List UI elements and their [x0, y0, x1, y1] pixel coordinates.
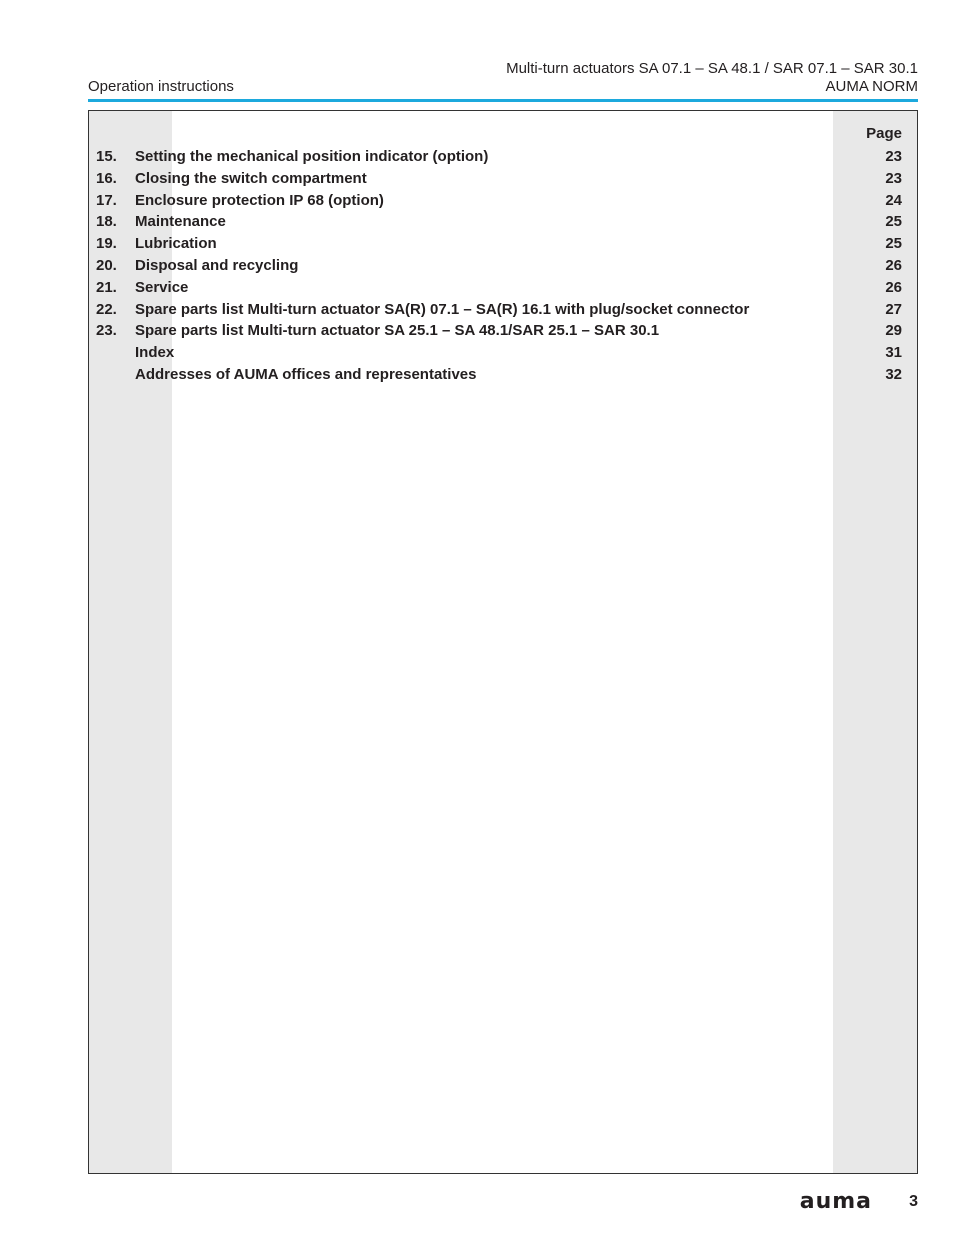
document-type-label: Operation instructions — [88, 78, 234, 95]
toc-entry-title: Closing the switch compartment — [135, 169, 367, 187]
product-line-name: AUMA NORM — [825, 78, 918, 95]
toc-entry-page: 27 — [885, 300, 902, 318]
toc-entry-title: Setting the mechanical position indicator (option) — [135, 148, 489, 165]
toc-entry-number: 22. — [96, 300, 117, 318]
toc-entry-title: Index — [135, 344, 175, 362]
toc-entry[interactable] — [89, 299, 917, 321]
page-column-heading: Page — [866, 125, 902, 142]
toc-entry-title: Maintenance — [135, 213, 226, 231]
toc-entry-page: 26 — [885, 278, 902, 296]
toc-entry-page: 25 — [885, 213, 902, 231]
auma-logo: auma — [799, 1189, 872, 1214]
toc-entry-title: Lubrication — [135, 235, 217, 253]
toc-entry-title: Service — [135, 278, 189, 296]
toc-entry[interactable] — [89, 168, 917, 190]
toc-entry-title: Disposal and recycling — [135, 256, 299, 274]
toc-entry-number: 16. — [96, 169, 117, 187]
toc-entry-page: 25 — [885, 235, 902, 253]
toc-entry-page: 24 — [885, 191, 902, 209]
toc-entry-number: 20. — [96, 256, 117, 274]
toc-entry[interactable] — [89, 146, 917, 168]
toc-entry-title: Spare parts list Multi-turn actuator SA 25.1 – SA 48.1/SAR 25.1 – SAR 30.1 — [135, 322, 660, 340]
toc-entry-page: 29 — [885, 322, 902, 340]
toc-entry[interactable] — [89, 320, 917, 342]
toc-entry-number: 23. — [96, 322, 117, 340]
toc-entry[interactable] — [89, 342, 917, 364]
toc-entry-title: Enclosure protection IP 68 (option) — [135, 191, 384, 209]
toc-entry-page: 23 — [885, 148, 902, 165]
page-number: 3 — [909, 1193, 918, 1210]
toc-entry[interactable] — [89, 255, 917, 277]
toc-entry-page: 32 — [885, 365, 902, 383]
document-title-block — [506, 60, 918, 96]
toc-entry[interactable] — [89, 190, 917, 212]
toc-entry-page: 31 — [885, 344, 902, 362]
toc-entry-number: 15. — [96, 148, 117, 165]
toc-entry-number: 21. — [96, 278, 117, 296]
toc-entry-title: Addresses of AUMA offices and representatives — [135, 365, 477, 383]
product-range-title: Multi-turn actuators SA 07.1 – SA 48.1 / SAR 07.1 – SAR 30.1 — [506, 60, 918, 77]
toc-entry-title: Spare parts list Multi-turn actuator SA(R) 07.1 – SA(R) 16.1 with plug/socket connector — [135, 300, 750, 318]
toc-entry[interactable] — [89, 277, 917, 299]
toc-entry-page: 23 — [885, 169, 902, 187]
toc-entry[interactable] — [89, 364, 917, 386]
header-divider — [88, 99, 918, 102]
toc-entry-number: 17. — [96, 191, 117, 209]
toc-entry[interactable] — [89, 233, 917, 255]
toc-entry[interactable] — [89, 211, 917, 233]
toc-entry-number: 19. — [96, 235, 117, 253]
toc-entry-number: 18. — [96, 213, 117, 231]
toc-entry-page: 26 — [885, 256, 902, 274]
table-of-contents — [88, 110, 918, 1174]
toc-entry-list — [89, 146, 917, 386]
